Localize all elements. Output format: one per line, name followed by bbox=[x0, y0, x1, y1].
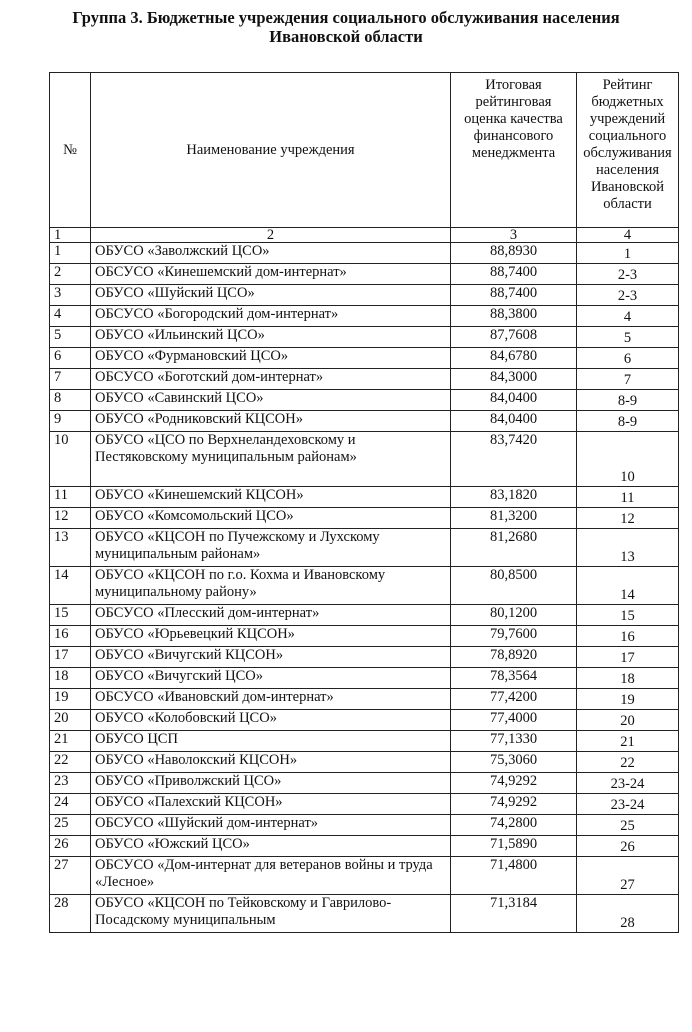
table-row bbox=[50, 529, 679, 567]
score-value: 88,3800 bbox=[451, 306, 577, 327]
column-number-row bbox=[50, 228, 679, 243]
rank-value: 8-9 bbox=[577, 390, 679, 411]
rank-value: 7 bbox=[577, 369, 679, 390]
row-number: 18 bbox=[50, 668, 91, 689]
rank-value: 12 bbox=[577, 508, 679, 529]
score-value: 81,2680 bbox=[451, 529, 577, 567]
table-row bbox=[50, 815, 679, 836]
institution-name: ОБУСО «Южский ЦСО» bbox=[91, 836, 451, 857]
institution-name: ОБУСО «Вичугский ЦСО» bbox=[91, 668, 451, 689]
row-number: 11 bbox=[50, 487, 91, 508]
institution-name: ОБУСО «Приволжский ЦСО» bbox=[91, 773, 451, 794]
table-row bbox=[50, 306, 679, 327]
row-number: 21 bbox=[50, 731, 91, 752]
rank-value: 2-3 bbox=[577, 264, 679, 285]
table-row bbox=[50, 647, 679, 668]
institution-name: ОБУСО «КЦСОН по г.о. Кохма и Ивановскому муниципальному району» bbox=[91, 567, 451, 605]
row-number: 8 bbox=[50, 390, 91, 411]
row-number: 23 bbox=[50, 773, 91, 794]
score-value: 87,7608 bbox=[451, 327, 577, 348]
score-value: 84,0400 bbox=[451, 411, 577, 432]
score-value: 71,4800 bbox=[451, 857, 577, 895]
institution-name: ОБУСО «Комсомольский ЦСО» bbox=[91, 508, 451, 529]
row-number: 10 bbox=[50, 432, 91, 487]
row-number: 16 bbox=[50, 626, 91, 647]
table-row bbox=[50, 264, 679, 285]
score-value: 88,8930 bbox=[451, 243, 577, 264]
institution-name: ОБСУСО «Шуйский дом-интернат» bbox=[91, 815, 451, 836]
title-line-1: Группа 3. Бюджетные учреждения социального обслуживания населения bbox=[72, 8, 620, 27]
institution-name: ОБСУСО «Кинешемский дом-интернат» bbox=[91, 264, 451, 285]
score-value: 71,5890 bbox=[451, 836, 577, 857]
rank-value: 8-9 bbox=[577, 411, 679, 432]
rank-value: 15 bbox=[577, 605, 679, 626]
score-value: 74,9292 bbox=[451, 773, 577, 794]
institution-name: ОБСУСО «Боготский дом-интернат» bbox=[91, 369, 451, 390]
table-row bbox=[50, 794, 679, 815]
table-row bbox=[50, 243, 679, 264]
rank-value: 17 bbox=[577, 647, 679, 668]
table-row bbox=[50, 567, 679, 605]
rank-value: 19 bbox=[577, 689, 679, 710]
row-number: 14 bbox=[50, 567, 91, 605]
institution-name: ОБУСО «Родниковский КЦСОН» bbox=[91, 411, 451, 432]
institution-name: ОБУСО «Шуйский ЦСО» bbox=[91, 285, 451, 306]
column-number: 4 bbox=[577, 228, 679, 243]
rank-value: 11 bbox=[577, 487, 679, 508]
rank-value: 23-24 bbox=[577, 773, 679, 794]
row-number: 24 bbox=[50, 794, 91, 815]
score-value: 75,3060 bbox=[451, 752, 577, 773]
table-row bbox=[50, 773, 679, 794]
score-value: 84,3000 bbox=[451, 369, 577, 390]
row-number: 19 bbox=[50, 689, 91, 710]
row-number: 9 bbox=[50, 411, 91, 432]
rank-value: 27 bbox=[577, 857, 679, 895]
institution-name: ОБУСО «Заволжский ЦСО» bbox=[91, 243, 451, 264]
table-row bbox=[50, 710, 679, 731]
score-value: 81,3200 bbox=[451, 508, 577, 529]
table-row bbox=[50, 390, 679, 411]
row-number: 12 bbox=[50, 508, 91, 529]
row-number: 25 bbox=[50, 815, 91, 836]
score-value: 71,3184 bbox=[451, 895, 577, 933]
score-value: 74,9292 bbox=[451, 794, 577, 815]
institution-name: ОБСУСО «Богородский дом-интернат» bbox=[91, 306, 451, 327]
row-number: 17 bbox=[50, 647, 91, 668]
table-row bbox=[50, 432, 679, 487]
institution-name: ОБСУСО «Плесский дом-интернат» bbox=[91, 605, 451, 626]
rank-value: 18 bbox=[577, 668, 679, 689]
header-name: Наименование учреждения bbox=[91, 73, 451, 228]
rank-value: 20 bbox=[577, 710, 679, 731]
score-value: 77,4200 bbox=[451, 689, 577, 710]
score-value: 88,7400 bbox=[451, 285, 577, 306]
table-row bbox=[50, 836, 679, 857]
rank-value: 28 bbox=[577, 895, 679, 933]
score-value: 79,7600 bbox=[451, 626, 577, 647]
row-number: 20 bbox=[50, 710, 91, 731]
institution-name: ОБУСО «Фурмановский ЦСО» bbox=[91, 348, 451, 369]
table-row bbox=[50, 285, 679, 306]
rank-value: 14 bbox=[577, 567, 679, 605]
rank-value: 21 bbox=[577, 731, 679, 752]
institution-name: ОБСУСО «Дом-интернат для ветеранов войны и труда «Лесное» bbox=[91, 857, 451, 895]
institution-name: ОБУСО «Палехский КЦСОН» bbox=[91, 794, 451, 815]
table-row bbox=[50, 605, 679, 626]
column-number: 2 bbox=[91, 228, 451, 243]
rank-value: 5 bbox=[577, 327, 679, 348]
header-rank: Рейтинг бюджетных учреждений социального обслуживания населения Ивановской области bbox=[577, 73, 679, 228]
score-value: 74,2800 bbox=[451, 815, 577, 836]
table-row bbox=[50, 668, 679, 689]
header-num: № bbox=[50, 73, 91, 228]
rank-value: 6 bbox=[577, 348, 679, 369]
institution-name: ОБУСО «Колобовский ЦСО» bbox=[91, 710, 451, 731]
title-line-2: Ивановской области bbox=[269, 27, 423, 46]
rank-value: 16 bbox=[577, 626, 679, 647]
row-number: 26 bbox=[50, 836, 91, 857]
score-value: 88,7400 bbox=[451, 264, 577, 285]
institution-name: ОБУСО «ЦСО по Верхнеландеховскому и Пестяковскому муниципальным районам» bbox=[91, 432, 451, 487]
institution-name: ОБУСО «Савинский ЦСО» bbox=[91, 390, 451, 411]
rank-value: 4 bbox=[577, 306, 679, 327]
score-value: 77,1330 bbox=[451, 731, 577, 752]
row-number: 5 bbox=[50, 327, 91, 348]
row-number: 15 bbox=[50, 605, 91, 626]
institution-name: ОБСУСО «Ивановский дом-интернат» bbox=[91, 689, 451, 710]
row-number: 4 bbox=[50, 306, 91, 327]
row-number: 27 bbox=[50, 857, 91, 895]
institution-name: ОБУСО ЦСП bbox=[91, 731, 451, 752]
row-number: 28 bbox=[50, 895, 91, 933]
score-value: 84,6780 bbox=[451, 348, 577, 369]
row-number: 13 bbox=[50, 529, 91, 567]
rank-value: 26 bbox=[577, 836, 679, 857]
header-row bbox=[50, 73, 679, 228]
rank-value: 23-24 bbox=[577, 794, 679, 815]
table-row bbox=[50, 508, 679, 529]
score-value: 80,8500 bbox=[451, 567, 577, 605]
table-row bbox=[50, 348, 679, 369]
table-row bbox=[50, 857, 679, 895]
table-row bbox=[50, 369, 679, 390]
row-number: 3 bbox=[50, 285, 91, 306]
table-row bbox=[50, 731, 679, 752]
rank-value: 13 bbox=[577, 529, 679, 567]
table-body bbox=[50, 228, 679, 933]
rank-value: 22 bbox=[577, 752, 679, 773]
table-row bbox=[50, 626, 679, 647]
document-title bbox=[0, 8, 692, 46]
rank-value: 25 bbox=[577, 815, 679, 836]
header-score: Итоговая рейтинговая оценка качества финансового менеджмента bbox=[451, 73, 577, 228]
institution-name: ОБУСО «Наволокский КЦСОН» bbox=[91, 752, 451, 773]
table-row bbox=[50, 752, 679, 773]
rank-value: 1 bbox=[577, 243, 679, 264]
row-number: 6 bbox=[50, 348, 91, 369]
column-number: 1 bbox=[50, 228, 91, 243]
institution-name: ОБУСО «Юрьевецкий КЦСОН» bbox=[91, 626, 451, 647]
institution-name: ОБУСО «Вичугский КЦСОН» bbox=[91, 647, 451, 668]
table-row bbox=[50, 895, 679, 933]
row-number: 2 bbox=[50, 264, 91, 285]
institution-name: ОБУСО «Кинешемский КЦСОН» bbox=[91, 487, 451, 508]
institution-name: ОБУСО «Ильинский ЦСО» bbox=[91, 327, 451, 348]
row-number: 7 bbox=[50, 369, 91, 390]
row-number: 22 bbox=[50, 752, 91, 773]
score-value: 78,3564 bbox=[451, 668, 577, 689]
rank-value: 2-3 bbox=[577, 285, 679, 306]
table-row bbox=[50, 689, 679, 710]
table-row bbox=[50, 327, 679, 348]
institution-name: ОБУСО «КЦСОН по Пучежскому и Лухскому муниципальным районам» bbox=[91, 529, 451, 567]
score-value: 77,4000 bbox=[451, 710, 577, 731]
rank-value: 10 bbox=[577, 432, 679, 487]
institution-name: ОБУСО «КЦСОН по Тейковскому и Гаврилово-Посадскому муниципальным bbox=[91, 895, 451, 933]
score-value: 80,1200 bbox=[451, 605, 577, 626]
score-value: 83,7420 bbox=[451, 432, 577, 487]
rating-table bbox=[49, 72, 679, 933]
score-value: 83,1820 bbox=[451, 487, 577, 508]
score-value: 78,8920 bbox=[451, 647, 577, 668]
row-number: 1 bbox=[50, 243, 91, 264]
table-row bbox=[50, 411, 679, 432]
table-row bbox=[50, 487, 679, 508]
column-number: 3 bbox=[451, 228, 577, 243]
score-value: 84,0400 bbox=[451, 390, 577, 411]
